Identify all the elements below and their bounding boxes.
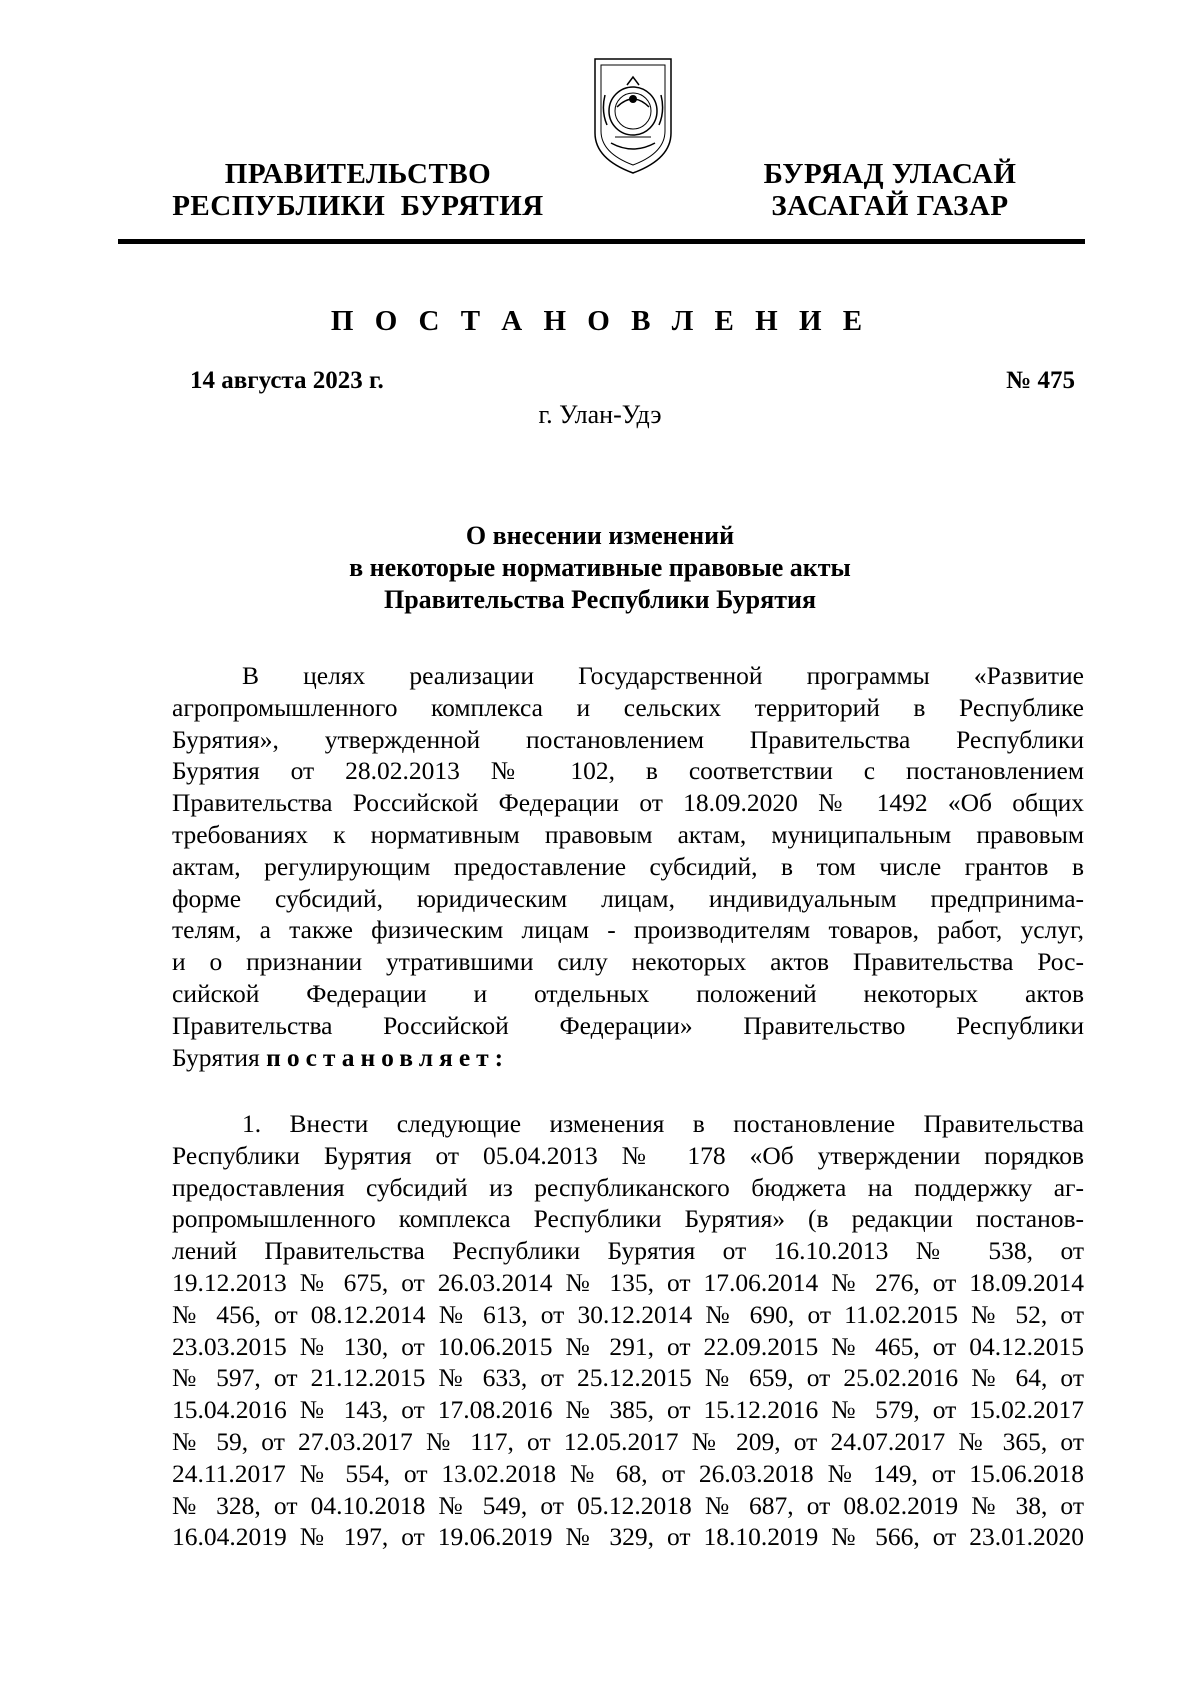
text-line: лений Правительства Республики Бурятия от 16.10.2013 № 538, от: [172, 1236, 1084, 1266]
text-line: ропромышленного комплекса Республики Бурятия» (в редакции постанов-: [172, 1204, 1084, 1234]
text-line: 1. Внести следующие изменения в постановление Правительства: [242, 1109, 1084, 1138]
document-type: П О С Т А Н О В Л Е Н И Е: [330, 305, 870, 337]
header-right-line: БУРЯАД УЛАСАЙ: [763, 158, 1017, 190]
text-line: актам, регулирующим предоставление субсидий, в том числе грантов в: [172, 851, 1084, 881]
text-line: 16.04.2019 № 197, от 19.06.2019 № 329, от 18.10.2019 № 566, от 23.01.2020: [172, 1522, 1084, 1552]
coat-of-arms-emblem: [587, 55, 679, 177]
document-city: г. Улан-Удэ: [538, 400, 662, 429]
text-line: Бурятия от 28.02.2013 № 102, в соответствии с постановлением: [172, 756, 1084, 786]
text-line: Бурятия», утвержденной постановлением Правительства Республики: [172, 724, 1084, 754]
text-line: № 59, от 27.03.2017 № 117, от 12.05.2017 № 209, от 24.07.2017 № 365, от: [172, 1426, 1084, 1456]
text-line: телям, а также физическим лицам - производителям товаров, работ, услуг,: [172, 915, 1084, 945]
text-line: 19.12.2013 № 675, от 26.03.2014 № 135, от 17.06.2014 № 276, от 18.09.2014: [172, 1267, 1084, 1297]
document-date: 14 августа 2023 г.: [190, 367, 384, 394]
text-line: В целях реализации Государственной программы «Развитие: [242, 661, 1084, 690]
preamble-paragraph: [172, 660, 1084, 1073]
text-line: предоставления субсидий из республиканского бюджета на поддержку аг-: [172, 1172, 1084, 1202]
text-line: Правительства Российской Федерации» Правительство Республики: [172, 1010, 1084, 1040]
header-left-line: РЕСПУБЛИКИ БУРЯТИЯ: [172, 190, 544, 222]
text-line: 24.11.2017 № 554, от 13.02.2018 № 68, от 26.03.2018 № 149, от 15.06.2018: [172, 1458, 1084, 1488]
text-line: Правительства Российской Федерации от 18.09.2020 № 1492 «Об общих: [172, 788, 1084, 818]
text-line: форме субсидий, юридическим лицам, индивидуальным предпринима-: [172, 883, 1084, 913]
text-line: сийской Федерации и отдельных положений некоторых актов: [172, 978, 1084, 1008]
title-line: О внесении изменений: [465, 521, 735, 550]
government-name-russian: [168, 158, 548, 222]
header-right-line: ЗАСАГАЙ ГАЗАР: [771, 190, 1009, 222]
government-name-buryat: [720, 158, 1060, 222]
title-line: Правительства Республики Бурятия: [383, 585, 817, 614]
text-line: агропромышленного комплекса и сельских территорий в Республике: [172, 692, 1084, 722]
text-line: № 456, от 08.12.2014 № 613, от 30.12.2014 № 690, от 11.02.2015 № 52, от: [172, 1299, 1084, 1329]
text-line: № 597, от 21.12.2015 № 633, от 25.12.2015 № 659, от 25.02.2016 № 64, от: [172, 1363, 1084, 1393]
text-line: № 328, от 04.10.2018 № 549, от 05.12.2018 № 687, от 08.02.2019 № 38, от: [172, 1490, 1084, 1520]
text-line: и о признании утратившими силу некоторых актов Правительства Рос-: [172, 947, 1084, 977]
text-line-last: [172, 1042, 1084, 1074]
header-divider: [118, 239, 1085, 244]
document-number: № 475: [1006, 367, 1075, 394]
title-line: в некоторые нормативные правовые акты: [349, 553, 851, 582]
decree-word: постановляет:: [266, 1042, 510, 1072]
header-left-line: ПРАВИТЕЛЬСТВО: [224, 158, 492, 190]
item-1-paragraph: [172, 1108, 1084, 1553]
text-line: требованиях к нормативным правовым актам, муниципальным правовым: [172, 819, 1084, 849]
text-line: 15.04.2016 № 143, от 17.08.2016 № 385, от 15.12.2016 № 579, от 15.02.2017: [172, 1395, 1084, 1425]
text-line: 23.03.2015 № 130, от 10.06.2015 № 291, от 22.09.2015 № 465, от 04.12.2015: [172, 1331, 1084, 1361]
preamble-last-text: Бурятия: [172, 1042, 260, 1072]
document-title: [0, 520, 1200, 616]
text-line: Республики Бурятия от 05.04.2013 № 178 «Об утверждении порядков: [172, 1140, 1084, 1170]
